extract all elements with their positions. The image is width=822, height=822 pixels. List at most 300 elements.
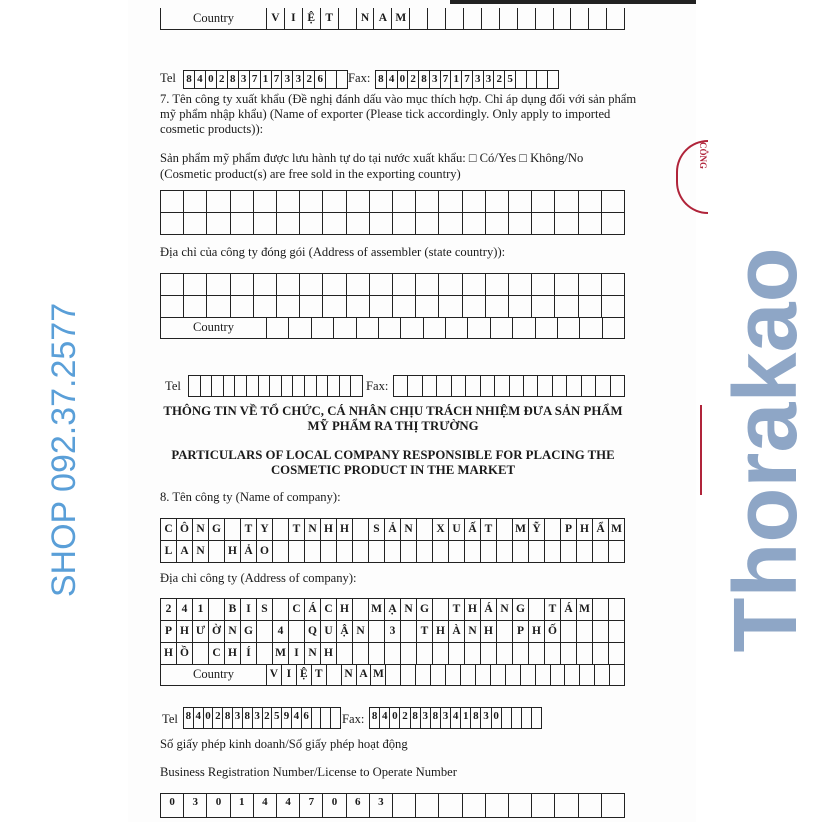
grid-cell[interactable] (201, 376, 213, 396)
grid-cell[interactable]: 9 (282, 708, 292, 728)
grid-cell[interactable] (532, 794, 555, 817)
grid-cell[interactable] (433, 643, 449, 664)
grid-cell[interactable] (491, 317, 513, 338)
grid-cell[interactable] (609, 599, 624, 620)
grid-cell[interactable]: H (321, 519, 337, 540)
grid-cell[interactable] (529, 599, 545, 620)
grid-cell[interactable]: T (312, 664, 327, 685)
grid-cell[interactable]: T (449, 599, 465, 620)
grid-cell[interactable] (495, 376, 509, 396)
grid-cell[interactable] (417, 541, 433, 562)
grid-cell[interactable]: 3 (441, 708, 451, 728)
grid-cell[interactable]: M (371, 664, 386, 685)
grid-cell[interactable] (184, 191, 207, 212)
grid-cell[interactable]: H (465, 599, 481, 620)
grid-cell[interactable] (551, 664, 566, 685)
grid-cell[interactable]: N (305, 519, 321, 540)
grid-cell[interactable] (231, 274, 254, 295)
grid-cell[interactable] (580, 664, 595, 685)
license-number-field[interactable] (160, 793, 625, 818)
grid-cell[interactable]: B (225, 599, 241, 620)
grid-cell[interactable]: S (257, 599, 273, 620)
grid-cell[interactable] (486, 296, 509, 317)
grid-cell[interactable] (247, 376, 259, 396)
grid-cell[interactable] (394, 376, 408, 396)
grid-cell[interactable] (282, 376, 294, 396)
grid-cell[interactable]: 2 (161, 599, 177, 620)
tel-field[interactable] (183, 70, 348, 89)
grid-cell[interactable]: Q (305, 621, 321, 642)
grid-cell[interactable] (379, 317, 401, 338)
grid-cell[interactable]: H (481, 621, 497, 642)
grid-cell[interactable] (209, 599, 225, 620)
grid-cell[interactable] (231, 296, 254, 317)
grid-cell[interactable]: 8 (419, 71, 430, 88)
grid-cell[interactable] (596, 376, 610, 396)
grid-cell[interactable] (452, 376, 466, 396)
grid-cell[interactable] (446, 317, 468, 338)
grid-cell[interactable]: H (225, 541, 241, 562)
grid-cell[interactable] (289, 317, 311, 338)
grid-cell[interactable] (463, 794, 486, 817)
grid-cell[interactable]: A (374, 8, 392, 29)
grid-cell[interactable] (527, 71, 538, 88)
grid-cell[interactable] (386, 664, 401, 685)
grid-cell[interactable]: 4 (177, 599, 193, 620)
grid-cell[interactable] (536, 664, 551, 685)
grid-cell[interactable] (609, 541, 624, 562)
grid-cell[interactable] (555, 794, 578, 817)
grid-cell[interactable] (548, 71, 558, 88)
grid-cell[interactable]: 4 (387, 71, 398, 88)
grid-cell[interactable] (267, 317, 289, 338)
grid-cell[interactable] (522, 708, 532, 728)
grid-cell[interactable] (259, 376, 271, 396)
grid-cell[interactable] (555, 213, 578, 234)
grid-cell[interactable] (337, 71, 347, 88)
grid-cell[interactable] (254, 296, 277, 317)
grid-cell[interactable] (439, 191, 462, 212)
fax-field[interactable] (375, 70, 559, 89)
grid-cell[interactable] (257, 621, 273, 642)
grid-cell[interactable]: 4 (277, 794, 300, 817)
grid-cell[interactable] (326, 71, 337, 88)
grid-cell[interactable] (595, 664, 610, 685)
grid-cell[interactable] (317, 376, 329, 396)
grid-cell[interactable]: Á (561, 599, 577, 620)
grid-cell[interactable] (582, 376, 596, 396)
grid-cell[interactable] (401, 541, 417, 562)
grid-cell[interactable] (401, 317, 423, 338)
grid-cell[interactable]: N (465, 621, 481, 642)
grid-cell[interactable]: 1 (261, 71, 272, 88)
grid-cell[interactable] (529, 541, 545, 562)
grid-cell[interactable] (506, 664, 521, 685)
grid-cell[interactable] (369, 643, 385, 664)
grid-cell[interactable] (331, 708, 340, 728)
grid-cell[interactable] (416, 794, 439, 817)
grid-cell[interactable] (224, 376, 236, 396)
grid-cell[interactable] (481, 643, 497, 664)
grid-cell[interactable] (579, 213, 602, 234)
grid-cell[interactable] (476, 664, 491, 685)
grid-cell[interactable] (401, 643, 417, 664)
grid-cell[interactable] (323, 191, 346, 212)
grid-cell[interactable]: X (433, 519, 449, 540)
grid-cell[interactable] (532, 213, 555, 234)
grid-cell[interactable]: 3 (239, 71, 250, 88)
tel-field[interactable] (188, 375, 363, 397)
grid-cell[interactable]: 4 (292, 708, 302, 728)
grid-cell[interactable] (347, 191, 370, 212)
grid-cell[interactable]: 8 (376, 71, 387, 88)
grid-cell[interactable] (393, 213, 416, 234)
grid-cell[interactable] (486, 794, 509, 817)
grid-cell[interactable] (577, 643, 593, 664)
grid-cell[interactable]: V (267, 8, 285, 29)
grid-cell[interactable]: G (241, 621, 257, 642)
grid-cell[interactable]: P (561, 519, 577, 540)
grid-cell[interactable]: 0 (492, 708, 502, 728)
grid-cell[interactable]: H (337, 599, 353, 620)
grid-cell[interactable]: 7 (300, 794, 323, 817)
grid-cell[interactable] (439, 213, 462, 234)
grid-cell[interactable] (193, 643, 209, 664)
grid-cell[interactable]: Ỹ (529, 519, 545, 540)
grid-cell[interactable] (607, 8, 624, 29)
grid-cell[interactable]: U (321, 621, 337, 642)
grid-cell[interactable] (353, 541, 369, 562)
grid-cell[interactable] (509, 213, 532, 234)
grid-cell[interactable] (385, 643, 401, 664)
grid-cell[interactable] (518, 8, 536, 29)
grid-cell[interactable] (466, 376, 480, 396)
grid-cell[interactable]: H (321, 643, 337, 664)
grid-cell[interactable] (558, 317, 580, 338)
grid-cell[interactable]: N (305, 643, 321, 664)
grid-cell[interactable] (465, 643, 481, 664)
grid-cell[interactable] (340, 376, 352, 396)
grid-cell[interactable] (565, 664, 580, 685)
grid-cell[interactable] (207, 274, 230, 295)
grid-cell[interactable] (545, 541, 561, 562)
grid-cell[interactable]: P (513, 621, 529, 642)
grid-cell[interactable]: À (449, 621, 465, 642)
grid-cell[interactable] (509, 794, 532, 817)
grid-cell[interactable] (497, 541, 513, 562)
grid-cell[interactable]: G (513, 599, 529, 620)
grid-cell[interactable]: C (161, 519, 177, 540)
grid-cell[interactable]: 2 (213, 708, 223, 728)
grid-cell[interactable] (516, 71, 527, 88)
grid-cell[interactable]: P (161, 621, 177, 642)
grid-cell[interactable]: 7 (250, 71, 261, 88)
grid-cell[interactable] (254, 274, 277, 295)
grid-cell[interactable]: 1 (231, 794, 254, 817)
grid-cell[interactable]: Ả (385, 519, 401, 540)
grid-cell[interactable] (502, 708, 512, 728)
fax-field[interactable] (393, 375, 625, 397)
company-name-grid[interactable] (160, 518, 625, 563)
grid-cell[interactable]: 0 (204, 708, 214, 728)
grid-cell[interactable] (579, 794, 602, 817)
grid-cell[interactable]: 3 (473, 71, 484, 88)
grid-cell[interactable] (579, 296, 602, 317)
grid-cell[interactable] (393, 794, 416, 817)
grid-cell[interactable] (353, 599, 369, 620)
grid-cell[interactable]: 8 (411, 708, 421, 728)
grid-cell[interactable] (529, 643, 545, 664)
grid-cell[interactable]: T (545, 599, 561, 620)
grid-cell[interactable] (577, 621, 593, 642)
grid-cell[interactable] (289, 541, 305, 562)
grid-cell[interactable]: 2 (217, 71, 228, 88)
grid-cell[interactable] (481, 376, 495, 396)
grid-cell[interactable] (561, 541, 577, 562)
grid-cell[interactable] (369, 621, 385, 642)
grid-cell[interactable]: 0 (390, 708, 400, 728)
grid-cell[interactable]: 8 (243, 708, 253, 728)
grid-cell[interactable]: Ả (241, 541, 257, 562)
grid-cell[interactable] (369, 541, 385, 562)
grid-cell[interactable] (532, 274, 555, 295)
grid-cell[interactable]: Ờ (209, 621, 225, 642)
grid-cell[interactable] (207, 191, 230, 212)
grid-cell[interactable] (449, 643, 465, 664)
grid-cell[interactable] (486, 274, 509, 295)
grid-cell[interactable]: N (342, 664, 357, 685)
grid-cell[interactable] (555, 296, 578, 317)
grid-cell[interactable] (465, 541, 481, 562)
grid-cell[interactable] (337, 643, 353, 664)
grid-cell[interactable] (323, 296, 346, 317)
grid-cell[interactable] (532, 708, 541, 728)
grid-cell[interactable] (312, 317, 334, 338)
grid-cell[interactable]: Ệ (303, 8, 321, 29)
grid-cell[interactable]: Ệ (297, 664, 312, 685)
grid-cell[interactable]: C (289, 599, 305, 620)
grid-cell[interactable]: 3 (430, 71, 441, 88)
grid-cell[interactable]: L (161, 541, 177, 562)
grid-cell[interactable] (277, 213, 300, 234)
grid-cell[interactable] (337, 541, 353, 562)
grid-cell[interactable] (431, 664, 446, 685)
grid-cell[interactable]: 0 (206, 71, 217, 88)
grid-cell[interactable]: O (257, 541, 273, 562)
grid-cell[interactable] (347, 274, 370, 295)
grid-cell[interactable]: 2 (408, 71, 419, 88)
grid-cell[interactable] (555, 274, 578, 295)
grid-cell[interactable] (312, 708, 322, 728)
grid-cell[interactable] (439, 794, 462, 817)
grid-cell[interactable]: N (401, 599, 417, 620)
grid-cell[interactable]: 1 (451, 71, 462, 88)
grid-cell[interactable] (446, 8, 464, 29)
grid-cell[interactable] (321, 541, 337, 562)
grid-cell[interactable] (416, 664, 431, 685)
grid-cell[interactable] (602, 191, 624, 212)
grid-cell[interactable] (273, 519, 289, 540)
grid-cell[interactable] (207, 296, 230, 317)
grid-cell[interactable] (486, 213, 509, 234)
grid-cell[interactable]: 8 (184, 708, 194, 728)
grid-cell[interactable] (497, 519, 513, 540)
grid-cell[interactable]: A (177, 541, 193, 562)
grid-cell[interactable] (497, 621, 513, 642)
grid-cell[interactable] (393, 274, 416, 295)
grid-cell[interactable] (512, 708, 522, 728)
grid-cell[interactable] (524, 376, 538, 396)
grid-cell[interactable] (401, 621, 417, 642)
grid-cell[interactable]: I (285, 8, 303, 29)
grid-cell[interactable] (611, 376, 624, 396)
grid-cell[interactable] (327, 664, 342, 685)
grid-cell[interactable] (334, 317, 356, 338)
grid-cell[interactable] (416, 191, 439, 212)
grid-cell[interactable] (446, 664, 461, 685)
grid-cell[interactable]: 3 (253, 708, 263, 728)
grid-cell[interactable] (393, 191, 416, 212)
grid-cell[interactable]: 0 (161, 794, 184, 817)
grid-cell[interactable] (545, 519, 561, 540)
grid-cell[interactable] (161, 274, 184, 295)
grid-cell[interactable] (300, 296, 323, 317)
grid-cell[interactable] (579, 191, 602, 212)
grid-cell[interactable]: N (193, 541, 209, 562)
grid-cell[interactable]: T (481, 519, 497, 540)
grid-cell[interactable] (500, 8, 518, 29)
grid-cell[interactable] (538, 376, 552, 396)
grid-cell[interactable]: H (529, 621, 545, 642)
grid-cell[interactable] (463, 191, 486, 212)
grid-cell[interactable] (328, 376, 340, 396)
grid-cell[interactable] (270, 376, 282, 396)
grid-cell[interactable]: N (353, 621, 369, 642)
grid-cell[interactable] (401, 664, 416, 685)
grid-cell[interactable] (254, 213, 277, 234)
grid-cell[interactable] (189, 376, 201, 396)
grid-cell[interactable] (567, 376, 581, 396)
grid-cell[interactable] (351, 376, 362, 396)
grid-cell[interactable]: C (321, 599, 337, 620)
grid-cell[interactable] (305, 376, 317, 396)
grid-cell[interactable] (461, 664, 476, 685)
grid-cell[interactable] (393, 296, 416, 317)
grid-cell[interactable] (231, 213, 254, 234)
grid-cell[interactable] (254, 191, 277, 212)
grid-cell[interactable] (225, 519, 241, 540)
grid-cell[interactable] (486, 191, 509, 212)
grid-cell[interactable] (293, 376, 305, 396)
grid-cell[interactable]: Ấ (465, 519, 481, 540)
grid-cell[interactable]: T (321, 8, 339, 29)
grid-cell[interactable] (593, 621, 609, 642)
grid-cell[interactable]: N (193, 519, 209, 540)
grid-cell[interactable] (468, 317, 490, 338)
grid-cell[interactable]: 7 (462, 71, 473, 88)
grid-cell[interactable] (408, 376, 422, 396)
grid-cell[interactable] (555, 191, 578, 212)
grid-cell[interactable] (536, 8, 554, 29)
grid-cell[interactable]: Ậ (337, 621, 353, 642)
tel-field[interactable] (183, 707, 341, 729)
grid-cell[interactable] (416, 274, 439, 295)
grid-cell[interactable]: N (357, 8, 375, 29)
grid-cell[interactable] (463, 213, 486, 234)
grid-cell[interactable] (385, 541, 401, 562)
grid-cell[interactable] (277, 191, 300, 212)
grid-cell[interactable] (235, 376, 247, 396)
grid-cell[interactable] (353, 643, 369, 664)
grid-cell[interactable]: N (497, 599, 513, 620)
grid-cell[interactable] (609, 643, 624, 664)
grid-cell[interactable] (300, 274, 323, 295)
grid-cell[interactable]: 8 (471, 708, 481, 728)
grid-cell[interactable] (593, 643, 609, 664)
grid-cell[interactable]: H (225, 643, 241, 664)
grid-cell[interactable] (610, 664, 624, 685)
grid-cell[interactable]: 2 (304, 71, 315, 88)
grid-cell[interactable]: H (433, 621, 449, 642)
grid-cell[interactable]: 0 (398, 71, 409, 88)
grid-cell[interactable] (602, 794, 624, 817)
grid-cell[interactable] (532, 296, 555, 317)
grid-cell[interactable]: 2 (400, 708, 410, 728)
grid-cell[interactable] (463, 296, 486, 317)
grid-cell[interactable] (370, 296, 393, 317)
grid-cell[interactable] (339, 8, 357, 29)
grid-cell[interactable] (289, 621, 305, 642)
grid-cell[interactable]: 6 (347, 794, 370, 817)
grid-cell[interactable]: Ố (545, 621, 561, 642)
grid-cell[interactable] (509, 296, 532, 317)
grid-cell[interactable]: 5 (272, 708, 282, 728)
grid-cell[interactable]: Ạ (385, 599, 401, 620)
grid-cell[interactable]: 3 (293, 71, 304, 88)
grid-cell[interactable]: S (369, 519, 385, 540)
grid-cell[interactable]: Ẩ (593, 519, 609, 540)
assembler-grid[interactable] (160, 273, 625, 318)
grid-cell[interactable]: 1 (193, 599, 209, 620)
grid-cell[interactable] (449, 541, 465, 562)
grid-cell[interactable] (347, 213, 370, 234)
grid-cell[interactable] (532, 191, 555, 212)
grid-cell[interactable] (416, 213, 439, 234)
grid-cell[interactable] (437, 376, 451, 396)
grid-cell[interactable] (602, 213, 624, 234)
grid-cell[interactable]: N (401, 519, 417, 540)
grid-cell[interactable]: M (369, 599, 385, 620)
grid-cell[interactable] (579, 274, 602, 295)
grid-cell[interactable] (481, 541, 497, 562)
grid-cell[interactable] (353, 519, 369, 540)
grid-cell[interactable]: T (289, 519, 305, 540)
grid-cell[interactable] (602, 274, 624, 295)
grid-cell[interactable] (537, 71, 548, 88)
grid-cell[interactable] (464, 8, 482, 29)
grid-cell[interactable]: 8 (228, 71, 239, 88)
grid-cell[interactable]: 2 (263, 708, 273, 728)
grid-cell[interactable]: I (241, 599, 257, 620)
grid-cell[interactable] (536, 317, 558, 338)
grid-cell[interactable]: G (417, 599, 433, 620)
grid-cell[interactable] (593, 599, 609, 620)
grid-cell[interactable]: Á (305, 599, 321, 620)
grid-cell[interactable] (497, 643, 513, 664)
grid-cell[interactable]: 2 (494, 71, 505, 88)
grid-cell[interactable] (577, 541, 593, 562)
grid-cell[interactable] (602, 296, 624, 317)
